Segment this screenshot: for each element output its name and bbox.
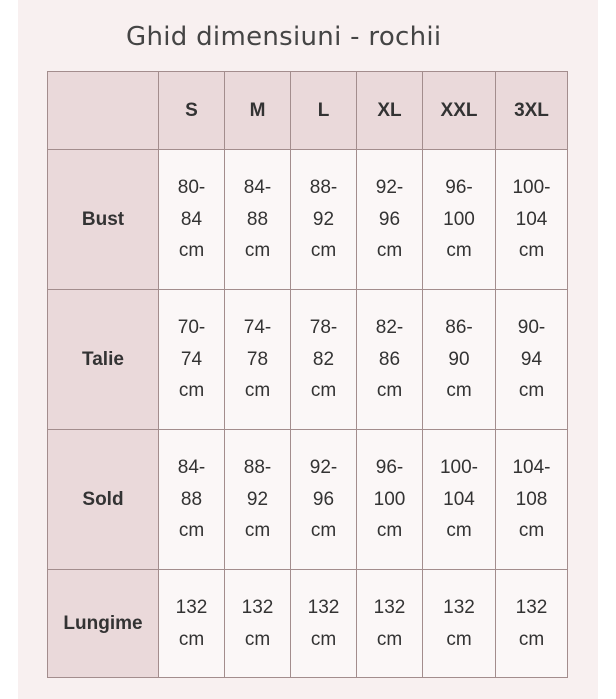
table-row-lungime xyxy=(48,570,568,678)
cell-value: 132 cm xyxy=(515,597,548,650)
cell-value: 88- 92 cm xyxy=(243,457,272,542)
row-header-talie: Talie xyxy=(48,290,159,430)
table-cell xyxy=(357,570,423,678)
table-cell xyxy=(423,430,496,570)
table-cell xyxy=(357,430,423,570)
cell-value: 96- 100 cm xyxy=(373,457,406,542)
cell-value: 86- 90 cm xyxy=(445,317,473,402)
cell-value: 80- 84 cm xyxy=(177,177,206,262)
column-header-s: S xyxy=(159,72,225,150)
table-cell xyxy=(496,570,568,678)
table-row-sold xyxy=(48,430,568,570)
cell-value: 132 cm xyxy=(175,597,208,650)
row-header-lungime: Lungime xyxy=(48,570,159,678)
cell-value: 92- 96 cm xyxy=(375,177,404,262)
cell-value: 78- 82 cm xyxy=(309,317,338,402)
table-cell xyxy=(291,290,357,430)
cell-value: 132 cm xyxy=(373,597,406,650)
table-cell xyxy=(291,430,357,570)
cell-value: 92- 96 cm xyxy=(309,457,338,542)
table-cell xyxy=(225,290,291,430)
header-row xyxy=(48,72,568,150)
cell-value: 100- 104 cm xyxy=(439,457,479,542)
table-cell xyxy=(225,150,291,290)
page-container xyxy=(18,0,598,699)
column-header-xl: XL xyxy=(357,72,423,150)
table-cell xyxy=(423,150,496,290)
table-cell xyxy=(291,150,357,290)
cell-value: 132 cm xyxy=(443,597,475,650)
cell-value: 132 cm xyxy=(307,597,340,650)
cell-value: 84- 88 cm xyxy=(243,177,272,262)
table-row-talie xyxy=(48,290,568,430)
table-cell xyxy=(159,150,225,290)
cell-value: 70- 74 cm xyxy=(177,317,206,402)
table-cell xyxy=(496,150,568,290)
cell-value: 104- 108 cm xyxy=(512,457,551,542)
column-header-m: M xyxy=(225,72,291,150)
cell-value: 84- 88 cm xyxy=(177,457,206,542)
row-header-bust: Bust xyxy=(48,150,159,290)
row-header-sold: Sold xyxy=(48,430,159,570)
cell-value: 96- 100 cm xyxy=(443,177,475,262)
table-cell xyxy=(225,570,291,678)
column-header-xxl: XXL xyxy=(423,72,496,150)
cell-value: 100- 104 cm xyxy=(512,177,551,262)
table-cell xyxy=(159,290,225,430)
table-cell xyxy=(291,570,357,678)
table-cell xyxy=(159,430,225,570)
corner-cell xyxy=(48,72,159,150)
page-title-text: Ghid dimensiuni - rochii xyxy=(126,22,442,52)
table-cell xyxy=(496,430,568,570)
cell-value: 88- 92 cm xyxy=(309,177,338,262)
table-cell xyxy=(423,290,496,430)
table-cell xyxy=(159,570,225,678)
table-cell xyxy=(225,430,291,570)
table-row-bust xyxy=(48,150,568,290)
table-cell xyxy=(357,290,423,430)
cell-value: 74- 78 cm xyxy=(243,317,272,402)
column-header-l: L xyxy=(291,72,357,150)
table-cell xyxy=(423,570,496,678)
cell-value: 82- 86 cm xyxy=(375,317,404,402)
column-header-3xl: 3XL xyxy=(496,72,568,150)
cell-value: 132 cm xyxy=(241,597,274,650)
size-chart-table xyxy=(47,71,568,678)
cell-value: 90- 94 cm xyxy=(517,317,546,402)
table-cell xyxy=(357,150,423,290)
table-cell xyxy=(496,290,568,430)
